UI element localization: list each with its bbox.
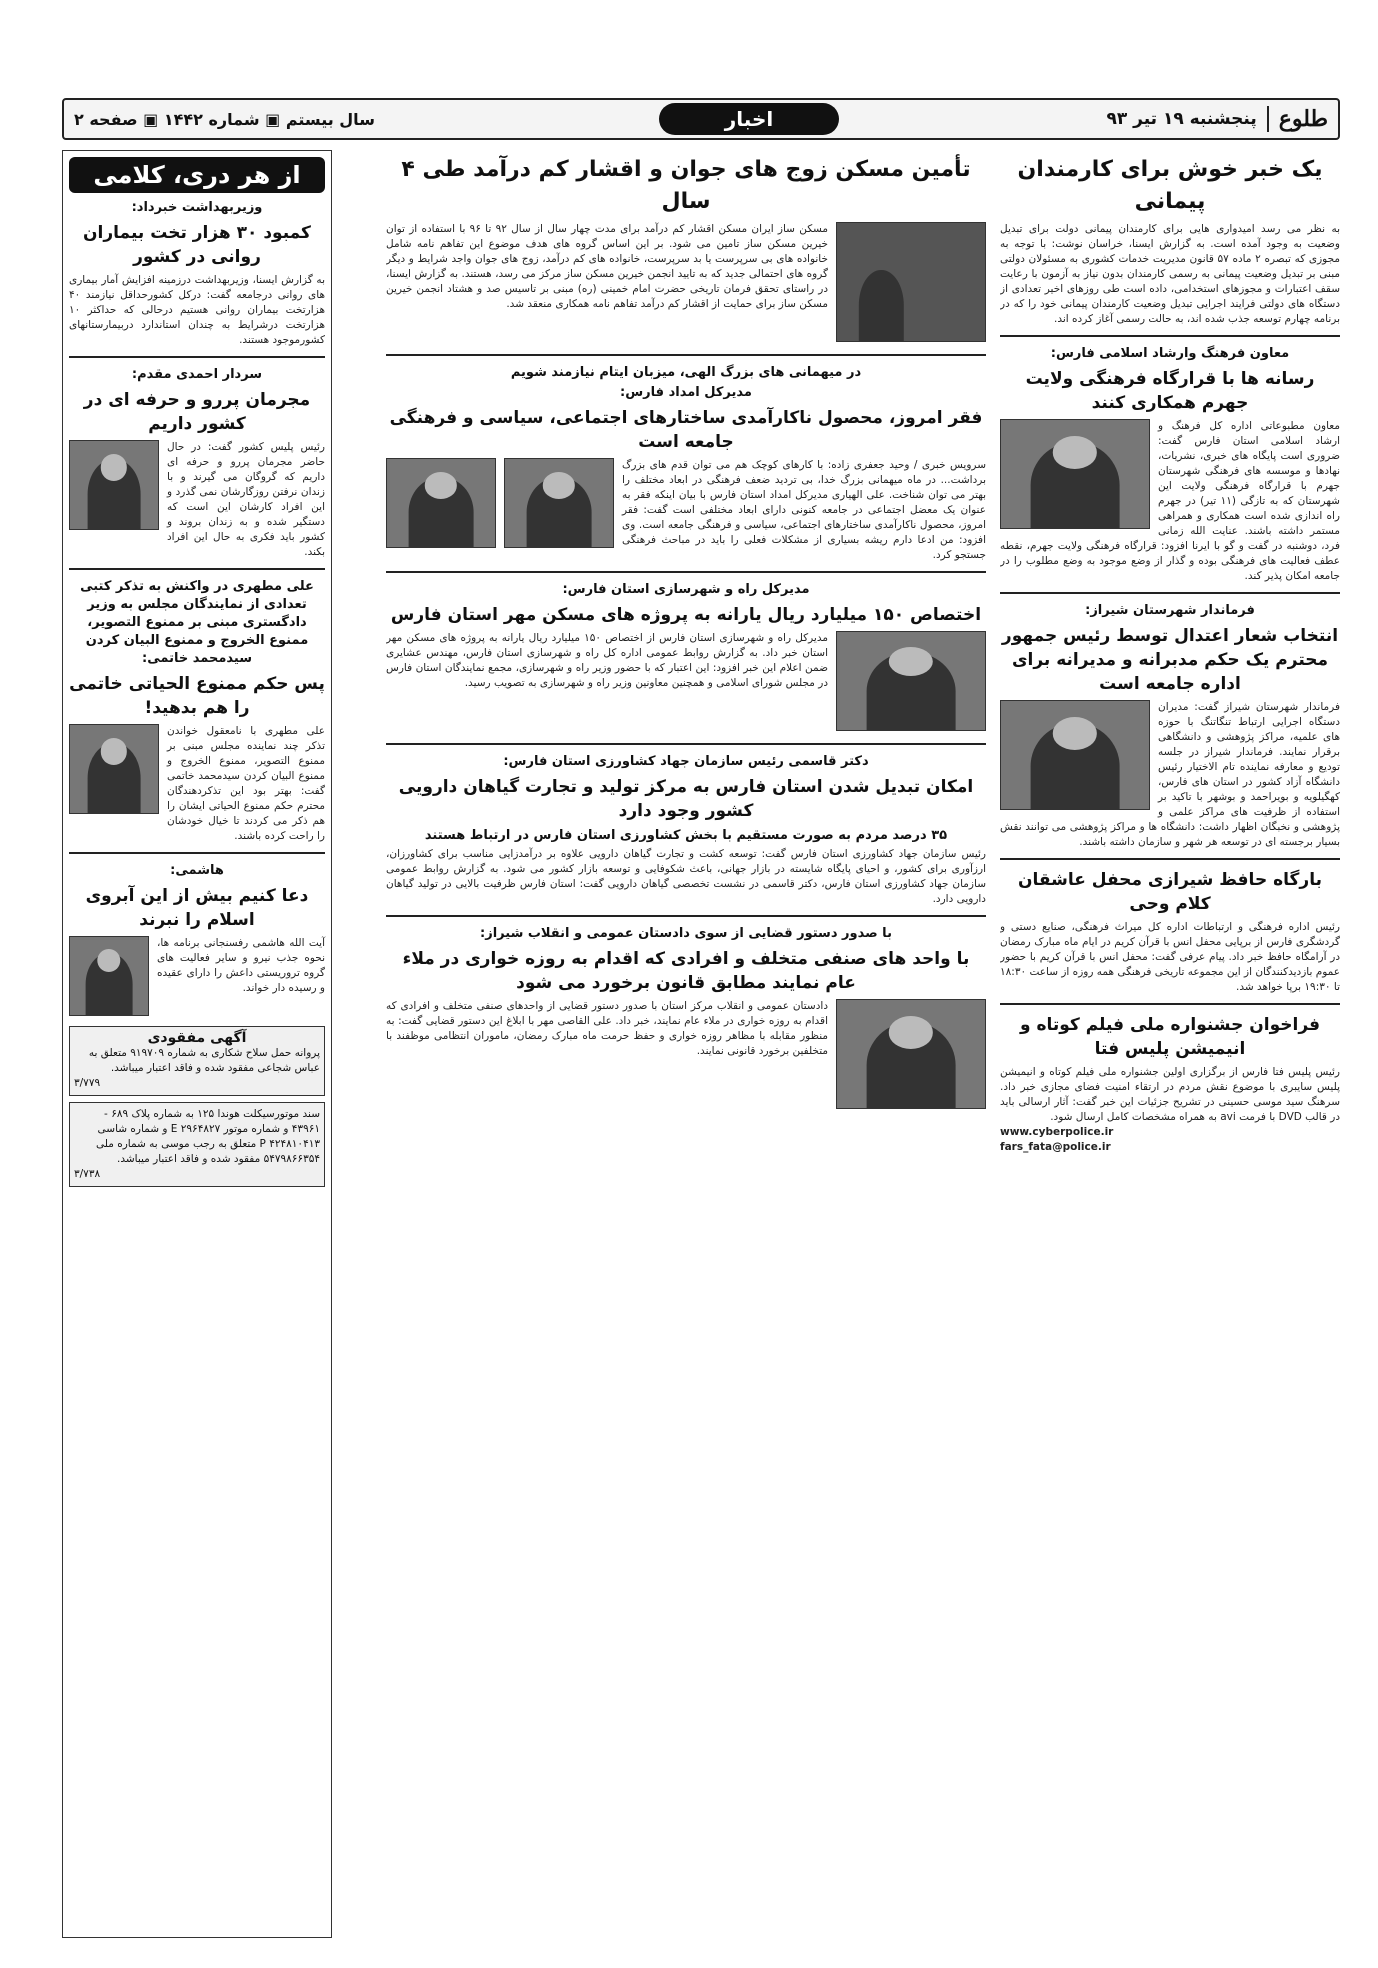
article-photo xyxy=(69,724,159,814)
divider xyxy=(69,852,325,854)
article-subtitle: ۳۵ درصد مردم به صورت مستقیم با بخش کشاورزی استان فارس در ارتباط هستند xyxy=(424,828,948,843)
article-kicker: سردار احمدی مقدم: xyxy=(131,367,263,382)
article-body: دادستان عمومی و انقلاب مرکز استان با صدور دستور قضایی از واحدهای صنفی متخلف و افرادی که اقدام به روزه خواری در ملاء عام نمایند، خبر داد. علی القاصی مهر با ابلاغ این دستور قضایی گفت: به منظور مقابله با مظاهر روزه خواری و حفظ حرمت ماه مبارک رمضان، ماموران انتظامی موظفند با متخلفین برخورد قانونی نمایند. xyxy=(386,1000,828,1057)
article-kicker: فرماندار شهرستان شیراز: xyxy=(1085,603,1255,618)
article-photo xyxy=(836,999,986,1109)
article-photo xyxy=(69,440,159,530)
article-kicker: علی مطهری در واکنش به تذکر کتبی تعدادی از نمایندگان مجلس به وزیر دادگستری مبنی بر ممنوع التصویر، ممنوع الخروج و ممنوع البیان کردن سیدمحمد خاتمی: xyxy=(80,579,314,666)
middle-column xyxy=(386,150,986,1938)
ad-title: آگهی مفقودی xyxy=(147,1030,247,1046)
divider xyxy=(386,354,986,356)
article-kicker: مدیرکل امداد فارس: xyxy=(620,385,752,400)
article-title: یک خبر خوش برای کارمندان پیمانی xyxy=(1017,157,1323,214)
divider xyxy=(1000,335,1340,337)
divider xyxy=(1000,592,1340,594)
article-kicker: در میهمانی های بزرگ الهی، میزبان ایتام نیازمند شویم xyxy=(510,365,862,380)
article-body: آیت الله هاشمی رفسنجانی برنامه ها، نحوه جذب نیرو و سایر فعالیت های گروه تروریستی داعش را دارای عقیده و رسیده دار خواند. xyxy=(157,937,325,994)
article-title: رسانه ها با قرارگاه فرهنگی ولایت جهرم همکاری کنند xyxy=(1025,369,1315,413)
divider xyxy=(386,915,986,917)
article-body: رئیس پلیس کشور گفت: در حال حاضر مجرمان پررو و حرفه ای داریم که گروگان می گیرند و با زندان نرفتن روزگارشان نمی گذرد و این افراد کارشان این است که دستگیر شده و به زندان بروند و کشور باید فکری به حال این افراد بکند. xyxy=(167,441,325,558)
article-title: اختصاص ۱۵۰ میلیارد ریال یارانه به پروژه های مسکن مهر استان فارس xyxy=(390,605,982,625)
divider xyxy=(1000,1003,1340,1005)
article-kicker: با صدور دستور قضایی از سوی دادستان عمومی و انقلاب شیراز: xyxy=(480,926,892,941)
article-body: رئیس سازمان جهاد کشاورزی استان فارس گفت: توسعه کشت و تجارت گیاهان دارویی علاوه بر درآمدزایی مناسب برای کشاورزان، ارزآوری برای کشور، و احیای پایگاه شایسته در بازار جهانی، باعث شکوفایی و توسعه بازار کشور می شود. به گزارش روابط عمومی سازمان جهاد کشاورزی استان فارس، دکتر قاسمی در نشست تخصصی گیاهان دارویی گفت: استان فارس ظرفیت بالایی در تولید گیاهان دارویی دارد. xyxy=(386,848,986,905)
article-body: معاون مطبوعاتی اداره کل فرهنگ و ارشاد اسلامی استان فارس گفت: ضروری است پایگاه های خبری، نشریات، نهادها و موسسه های فرهنگی شهرستان جهرم با قرارگاه فرهنگی ولایت این شهرستان که به تازگی (۱۱ تیر) در جهرم راه اندازی شده است همکاری و همراهی مستمر داشته باشند. عنایت الله زمانی فرد، دوشنبه در گفت و گو با ایرنا افزود: قرارگاه فرهنگی ولایت جهرم، نقطه عطف فعالیت های فرهنگی بوده و گذار از وضع موجود به وضع مطلوب را در جامعه امکان پذیر کند. xyxy=(1000,420,1340,582)
article-kicker: هاشمی: xyxy=(170,863,224,878)
article-title: بارگاه حافظ شیرازی محفل عاشقان کلام وحی xyxy=(1018,870,1322,914)
article-title: پس حکم ممنوع الحیاتی خاتمی را هم بدهید! xyxy=(69,674,325,718)
column-banner: از هر دری، کلامی xyxy=(69,157,325,193)
article-title: با واحد های صنفی متخلف و افرادی که اقدام به روزه خواری در ملاء عام نمایند مطابق قانون برخورد می شود xyxy=(402,949,970,993)
divider xyxy=(69,568,325,570)
article-body: مدیرکل راه و شهرسازی استان فارس از اختصاص ۱۵۰ میلیارد ریال یارانه به پروژه های مسکن مهر استان خبر داد. به گزارش روابط عمومی اداره کل راه و شهرسازی استان فارس، مهندس عشایری ضمن اعلام این خبر افزود: این اعتبار که با حضور وزیر راه و شهرسازی، مجمع نمایندگان استان فارس در مجلس شورای اسلامی و همچنین معاونین وزیر راه و شهرسازی به تصویب رسید. xyxy=(386,632,828,689)
article-title: مجرمان پررو و حرفه ای در کشور داریم xyxy=(83,390,311,434)
ad-code: ۳/۷۷۹ xyxy=(74,1077,101,1089)
email-link[interactable]: fars_fata@police.ir xyxy=(1000,1141,1111,1153)
article-title: کمبود ۳۰ هزار تخت بیماران روانی در کشور xyxy=(83,223,311,267)
article-body: فرماندار شهرستان شیراز گفت: مدیران دستگاه اجرایی ارتباط تنگاتنگ با حوزه های علمیه، مراکز پژوهشی و دانشگاهی برقرار نمایند. فرماندار شیراز در جلسه تودیع و معارفه نماینده تام الاختیار رئیس دانشگاه آزاد کشور در استان های فارس، کهگیلویه و بویراحمد و بوشهر با تاکید بر استفاده از ظرفیت های مراکز علمی و پژوهشی و نخبگان اظهار داشت: دانشگاه ها و مراکز پژوهشی می توانند نقش بسیار برجسته ای در توسعه هر شهر و سازمان داشته باشند. xyxy=(1000,701,1340,848)
ad-code: ۳/۷۳۸ xyxy=(74,1168,101,1180)
right-column xyxy=(1000,150,1340,1938)
page-header xyxy=(62,98,1340,140)
article-title: انتخاب شعار اعتدال توسط رئیس جمهور محترم یک حکم مدبرانه و مدیرانه برای اداره جامعه است xyxy=(1001,626,1339,694)
article-photo xyxy=(504,458,614,548)
article-photo xyxy=(1000,700,1150,810)
article-title: امکان تبدیل شدن استان فارس به مرکز تولید و تجارت گیاهان دارویی کشور وجود دارد xyxy=(398,777,974,821)
article-body: به گزارش ایسنا، وزیربهداشت درزمینه افزایش آمار بیماری های روانی درجامعه گفت: درکل کشورحداقل نیازمند ۴۰ هزارتخت بیماران روانی هستیم درحالی که حداکثر ۱۰ هزارتخت درشرایط به چندان استاندارد دربیمارستانهای کشورموجود هستند. xyxy=(69,274,325,346)
article-body: علی مطهری با نامعقول خواندن تذکر چند نماینده مجلس مبنی بر ممنوع التصویر، ممنوع الخروج و ممنوع البیان کردن سیدمحمد خاتمی گفت: بهتر بود این تذکردهندگان محترم حکم ممنوع الحیاتی ایشان را هم ذکر می کردند تا خیال خودشان را راحت کرده باشند. xyxy=(167,725,325,842)
article-body: سرویس خبری / وحید جعفری زاده: با کارهای کوچک هم می توان قدم های بزرگ برداشت... در ماه میهمانی بزرگ خدا، بی تردید ضعف فرهنگی در ابعاد مختلف را بهتر می توان شناخت. علی الهیاری مدیرکل امداد استان فارس با بیان اینکه فقر به عنوان یک معضل اجتماعی در جامعه کنونی دارای ابعاد مختلفی است گفت: فقر امروز، محصول ناکارآمدی ساختارهای اجتماعی، سیاسی و فرهنگی جامعه است. وی افزود: من ادعا دارم ریشه بسیاری از مشکلات فعلی را باید در مباحث فرهنگی جستجو کرد. xyxy=(622,459,986,561)
article-body: مسکن ساز ایران مسکن اقشار کم درآمد برای مدت چهار سال از سال ۹۲ تا ۹۶ با استفاده از توان خیرین مسکن ساز تامین می شود. بر این اساس گروه های هدف موضوع این تفاهم نامه شامل خانواده های بی سرپرست یا بد سرپرست، خانواده های کم درآمد، زوج های جوان واجد شرایط و دیگر گروه های احتمالی جدید که به تایید انجمن خیرین مسکن ساز مرکز می رسد، هستند. به گزارش ایسنا، در راستای تحقق فرمان تاریخی حضرت امام خمینی (ره) مبنی بر تاسیس صد و هشتاد انجمن خیرین مسکن ساز برای حمایت از اقشار کم درآمد تفاهم نامه همکاری منعقد شد. xyxy=(386,223,829,310)
classified-ad xyxy=(69,1026,325,1096)
article-kicker: مدیرکل راه و شهرسازی استان فارس: xyxy=(562,582,810,597)
article-body: رئیس پلیس فتا فارس از برگزاری اولین جشنواره ملی فیلم کوتاه و انیمیشن پلیس سایبری با موضوع نقش مردم در ارتقاء امنیت فضای مجازی خبر داد. سرهنگ سید موسی حسینی در تشریح جزئیات این خبر گفت: آثار ارسالی باید در قالب DVD با فرمت avi به همراه مشخصات کامل ارسال شود. xyxy=(1000,1066,1340,1123)
ad-body: سند موتورسیکلت هوندا ۱۲۵ به شماره پلاک ۶۸۹ - ۴۳۹۶۱ و شماره موتور ۲۹۶۴۸۲۷ E و شماره شاسی ۴۲۴۸۱۰۴۱۳ P متعلق به رجب موسی به شماره ملی ۵۴۷۹۸۶۶۳۵۴ مفقود شده و فاقد اعتبار میباشد. xyxy=(96,1108,320,1165)
section-title: اخبار xyxy=(659,103,839,135)
article-kicker: وزیربهداشت خبرداد: xyxy=(131,200,263,215)
article-body: به نظر می رسد امیدواری هایی برای کارمندان پیمانی دولت برای تبدیل وضعیت به وجود آمده است. به گزارش ایسنا، خراسان نوشت: با توجه به مجوزی که تبصره ۲ ماده ۵۷ قانون مدیریت خدمات کشوری به مسئولان دولتی مبنی بر تبدیل وضعیت پیمانی به رسمی کارمندان بدون نیاز به آزمون با رعایت سقف اعتبارات و مجوزهای استخدامی، داده است طی روزهای اخیر تعدادی از دستگاه های دولتی فرایند اجرایی تبدیل وضعیت کارمندان پیمانی خود را که در برنامه چهارم توسعه جذب شده اند، به حالت رسمی آغاز کرده اند. xyxy=(1000,223,1340,325)
article-kicker: معاون فرهنگ وارشاد اسلامی فارس: xyxy=(1050,346,1290,361)
article-body: رئیس اداره فرهنگی و ارتباطات اداره کل میراث فرهنگی، صنایع دستی و گردشگری فارس از برپایی محفل انس با قرآن کریم در ایام ماه مبارک رمضان در آرامگاه حافظ خبر داد. پیام عرفی گفت: محفل انس با قرآن کریم با حضور عموم بازدیدکنندگان از این مجموعه تاریخی فرهنگی همه روزه از ساعت ۱۸:۳۰ تا ۱۹:۳۰ برپا خواهد شد. xyxy=(1000,921,1340,993)
article-title: دعا کنیم بیش از این آبروی اسلام را نبرند xyxy=(85,886,309,930)
article-title: فقر امروز، محصول ناکارآمدی ساختارهای اجتماعی، سیاسی و فرهنگی جامعه است xyxy=(389,408,983,452)
article-title: فراخوان جشنواره ملی فیلم کوتاه و انیمیشن پلیس فتا xyxy=(1019,1015,1321,1059)
left-column xyxy=(62,150,332,1938)
website-link[interactable]: www.cyberpolice.ir xyxy=(1000,1126,1114,1138)
article-title: تأمین مسکن زوج های جوان و اقشار کم درآمد طی ۴ سال xyxy=(401,157,971,214)
article-photo xyxy=(386,458,496,548)
divider xyxy=(386,743,986,745)
article-kicker: دکتر قاسمی رئیس سازمان جهاد کشاورزی استان فارس: xyxy=(503,754,869,769)
classified-ad xyxy=(69,1102,325,1187)
article-photo xyxy=(69,936,149,1016)
issue-date: پنجشنبه ۱۹ تیر ۹۳ xyxy=(1106,109,1257,129)
divider xyxy=(386,571,986,573)
divider xyxy=(1000,858,1340,860)
ad-body: پروانه حمل سلاح شکاری به شماره ۹۱۹۷۰۹ متعلق به عباس شجاعی مفقود شده و فاقد اعتبار میباشد. xyxy=(88,1047,320,1074)
article-photo xyxy=(836,631,986,731)
divider xyxy=(69,356,325,358)
header-right xyxy=(1106,106,1328,132)
article-photo xyxy=(836,222,986,342)
article-photo xyxy=(1000,419,1150,529)
newspaper-logo: طلوع xyxy=(1267,106,1328,132)
issue-info: سال بیستم ▣ شماره ۱۴۴۲ ▣ صفحه ۲ xyxy=(74,109,375,129)
